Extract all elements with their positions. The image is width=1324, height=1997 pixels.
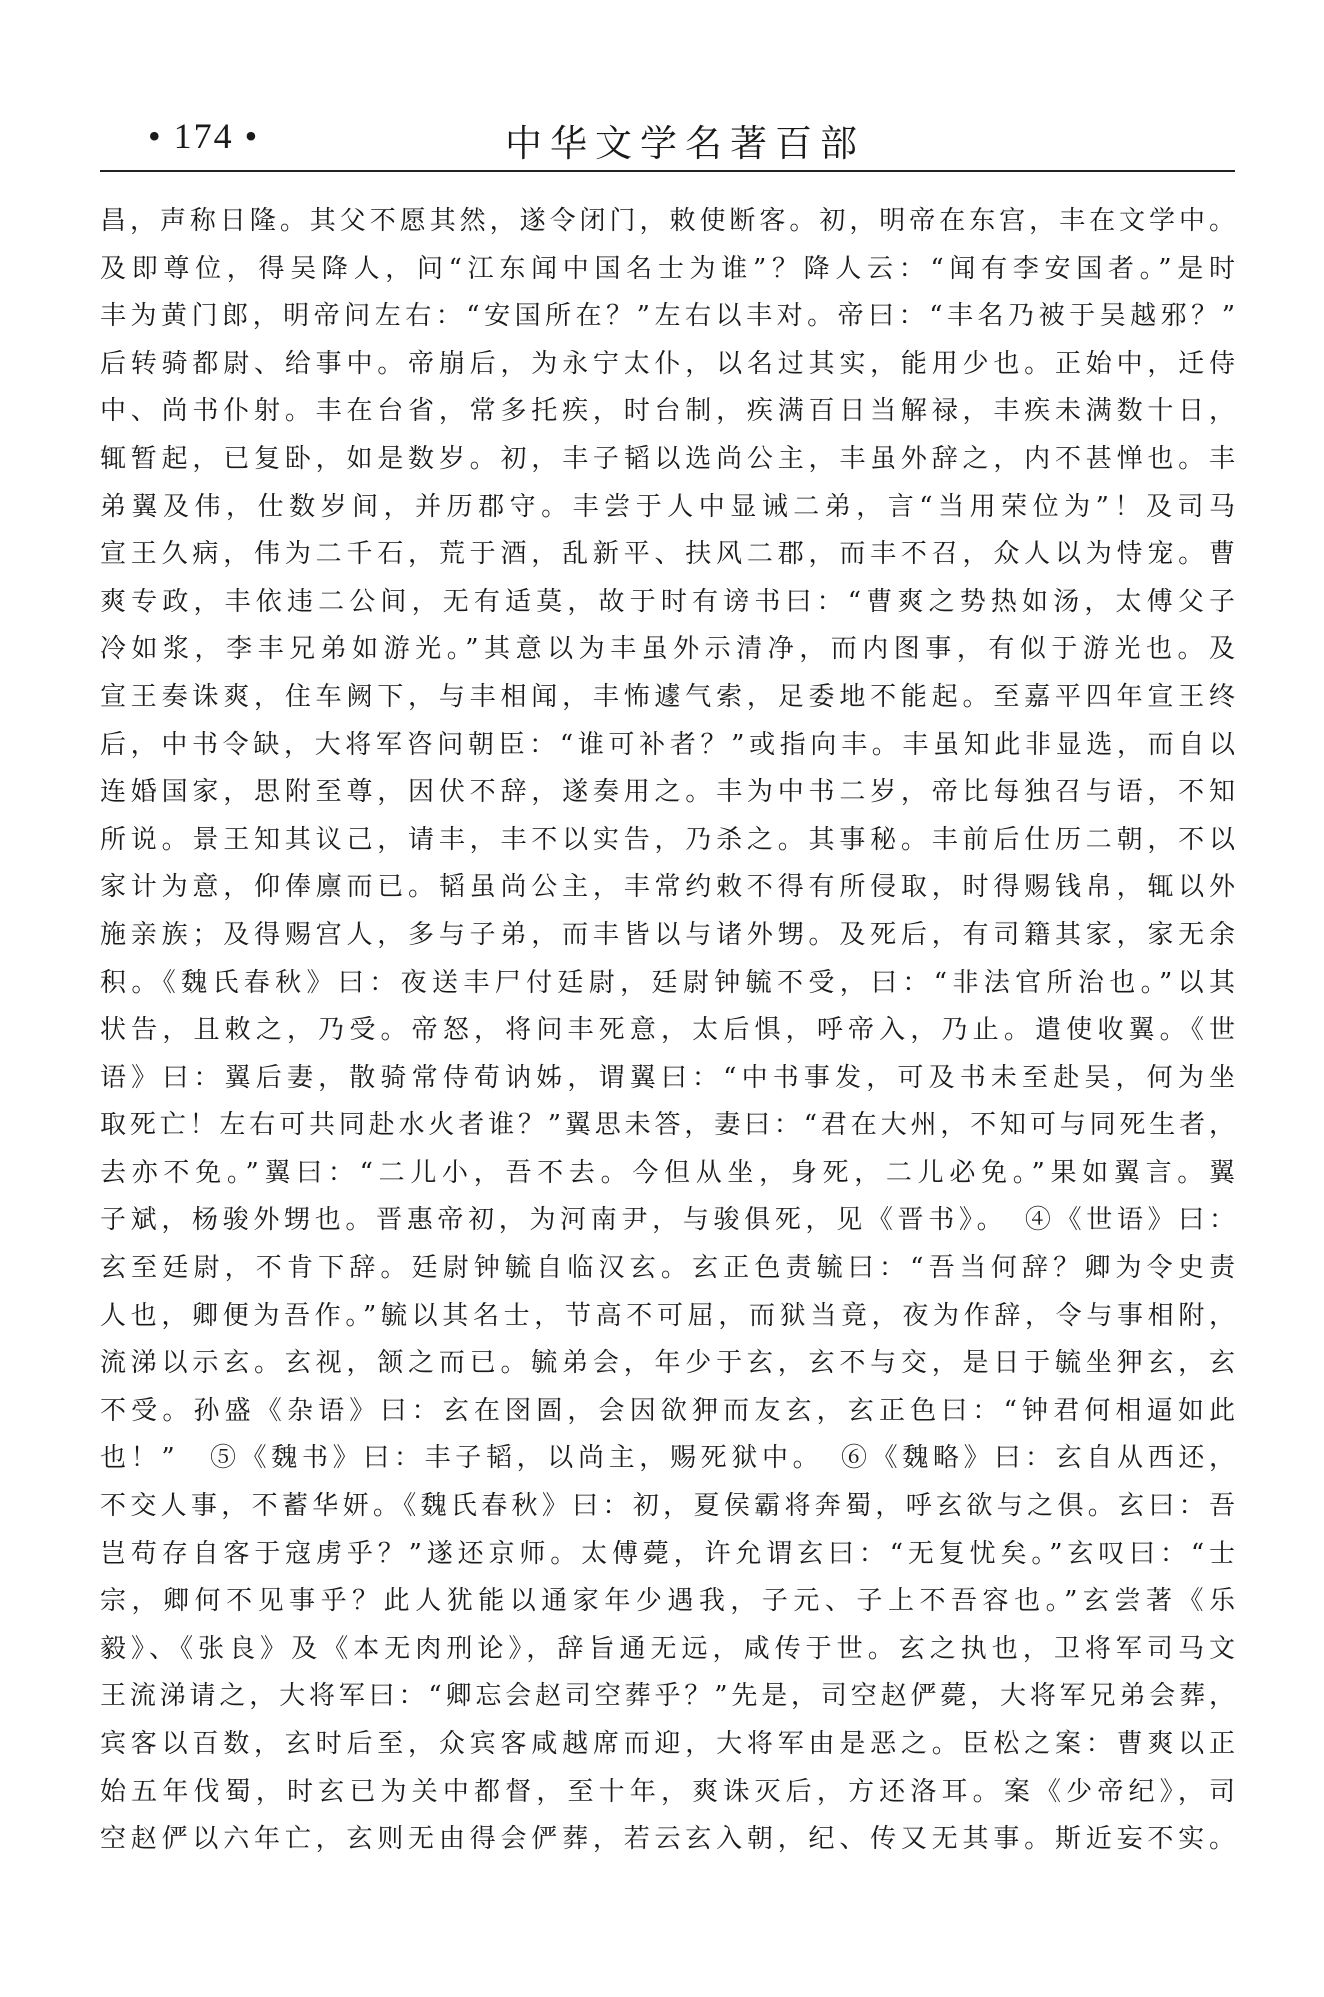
text-line: 冷如浆，李丰兄弟如游光。”其意以为丰虽外示清净，而内图事，有似于游光也。及 — [100, 634, 1235, 665]
text-line: 宾客以百数，玄时后至，众宾客咸越席而迎，大将军由是恶之。臣松之案：曹爽以正 — [100, 1729, 1235, 1759]
text-line: 弟翼及伟，仕数岁间，并历郡守。丰尝于人中显诫二弟，言“当用荣位为”！及司马 — [100, 491, 1235, 522]
text-line: 子斌，杨骏外甥也。晋惠帝初，为河南尹，与骏俱死，见《晋书》。 ④《世语》曰： — [100, 1205, 1235, 1236]
text-line: 不受。孙盛《杂语》曰：玄在囹圄，会因欲狎而友玄，玄正色曰：“钟君何相逼如此 — [100, 1395, 1235, 1426]
text-line: 爽专政，丰依违二公间，无有适莫，故于时有谤书曰：“曹爽之势热如汤，太傅父子 — [100, 586, 1235, 617]
text-line: 丰为黄门郎，明帝问左右：“安国所在？”左右以丰对。帝曰：“丰名乃被于吴越邪？” — [100, 301, 1235, 332]
header-rule — [100, 170, 1235, 172]
text-line: 空赵俨以六年亡，玄则无由得会俨葬，若云玄入朝，纪、传又无其事。斯近妄不实。 — [100, 1824, 1235, 1855]
text-line: 宗，卿何不见事乎？此人犹能以通家年少遇我，子元、子上不吾容也。”玄尝著《乐 — [100, 1586, 1235, 1617]
text-line: 状告，且敕之，乃受。帝怒，将问丰死意，太后惧，呼帝入，乃止。遣使收翼。《世 — [100, 1015, 1235, 1046]
page-header — [100, 105, 1235, 175]
text-line: 人也，卿便为吾作。”毓以其名士，节高不可屈，而狱当竟，夜为作辞，令与事相附， — [100, 1300, 1235, 1331]
text-line: 毅》、《张良》及《本无肉刑论》，辞旨通无远，咸传于世。玄之执也，卫将军司马文 — [100, 1633, 1235, 1664]
text-line: 也！” ⑤《魏书》曰：丰子韬，以尚主，赐死狱中。 ⑥《魏略》曰：玄自从西还， — [100, 1443, 1235, 1474]
text-line: 及即尊位，得吴降人，问“江东闻中国名士为谁”？降人云：“闻有李安国者。”是时 — [100, 253, 1235, 284]
body-text — [100, 198, 1235, 1864]
text-line: 家计为意，仰俸廪而已。韬虽尚公主，丰常约敕不得有所侵取，时得赐钱帛，辄以外 — [100, 872, 1235, 903]
text-line: 辄暂起，已复卧，如是数岁。初，丰子韬以选尚公主，丰虽外辞之，内不甚惮也。丰 — [100, 443, 1235, 474]
text-line: 积。《魏氏春秋》曰：夜送丰尸付廷尉，廷尉钟毓不受，曰：“非法官所治也。”以其 — [100, 967, 1235, 998]
text-line: 岂苟存自客于寇虏乎？”遂还京师。太傅薨，许允谓玄曰：“无复忧矣。”玄叹曰：“士 — [100, 1538, 1235, 1569]
text-line: 不交人事，不蓄华妍。《魏氏春秋》曰：初，夏侯霸将奔蜀，呼玄欲与之俱。玄曰：吾 — [100, 1491, 1235, 1522]
text-line: 昌，声称日隆。其父不愿其然，遂令闭门，敕使断客。初，明帝在东宫，丰在文学中。 — [100, 206, 1235, 236]
text-line: 施亲族；及得赐宫人，多与子弟，而丰皆以与诸外甥。及死后，有司籍其家，家无余 — [100, 919, 1235, 950]
text-line: 流涕以示玄。玄视，颔之而已。毓弟会，年少于玄，玄不与交，是日于毓坐狎玄，玄 — [100, 1348, 1235, 1379]
text-line: 中、尚书仆射。丰在台省，常多托疾，时台制，疾满百日当解禄，丰疾未满数十日， — [100, 396, 1235, 427]
text-line: 王流涕请之，大将军曰：“卿忘会赵司空葬乎？”先是，司空赵俨薨，大将军兄弟会葬， — [100, 1681, 1235, 1712]
text-line: 后转骑都尉、给事中。帝崩后，为永宁太仆，以名过其实，能用少也。正始中，迁侍 — [100, 348, 1235, 379]
text-line: 宣王奏诛爽，住车阙下，与丰相闻，丰怖遽气索，足委地不能起。至嘉平四年宣王终 — [100, 681, 1235, 712]
text-line: 宣王久病，伟为二千石，荒于酒，乱新平、扶风二郡，而丰不召，众人以为恃宠。曹 — [100, 539, 1235, 570]
text-line: 去亦不免。”翼曰：“二儿小，吾不去。今但从坐，身死，二儿必免。”果如翼言。翼 — [100, 1157, 1235, 1188]
text-line: 语》曰：翼后妻，散骑常侍荀讷姊，谓翼曰：“中书事发，可及书未至赴吴，何为坐 — [100, 1062, 1235, 1093]
text-line: 取死亡！左右可共同赴水火者谁？”翼思未答，妻曰：“君在大州，不知可与同死生者， — [100, 1110, 1235, 1141]
page-number: • 174 • — [148, 116, 260, 156]
text-line: 所说。景王知其议己，请丰，丰不以实告，乃杀之。其事秘。丰前后仕历二朝，不以 — [100, 824, 1235, 855]
text-line: 始五年伐蜀，时玄已为关中都督，至十年，爽诛灭后，方还洛耳。案《少帝纪》，司 — [100, 1776, 1235, 1807]
running-title: 中华文学名著百部 — [505, 122, 865, 165]
text-line: 连婚国家，思附至尊，因伏不辞，遂奏用之。丰为中书二岁，帝比每独召与语，不知 — [100, 777, 1235, 808]
text-line: 玄至廷尉，不肯下辞。廷尉钟毓自临汉玄。玄正色责毓曰：“吾当何辞？卿为令史责 — [100, 1253, 1235, 1284]
text-line: 后，中书令缺，大将军咨问朝臣：“谁可补者？”或指向丰。丰虽知此非显选，而自以 — [100, 729, 1235, 760]
